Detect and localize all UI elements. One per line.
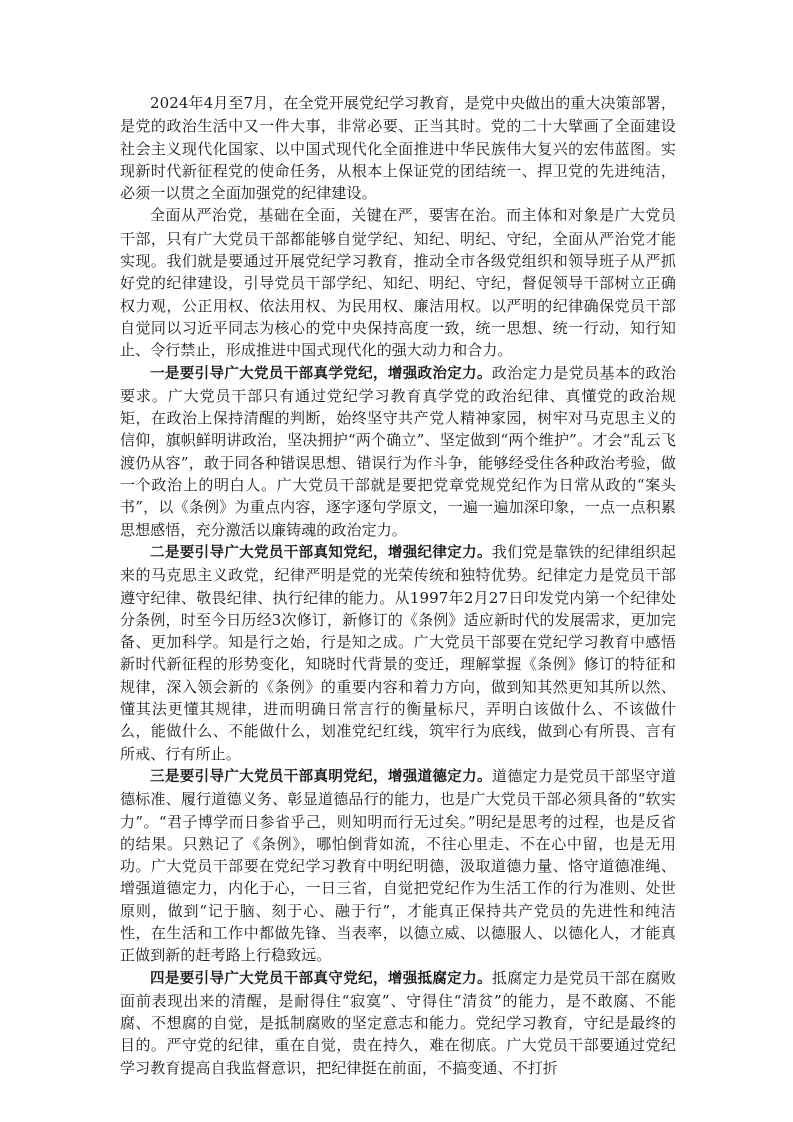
paragraph-text: 全面从严治党，基础在全面，关键在严，要害在治。而主体和对象是广大党员干部，只有广大党员干部都能够自觉学纪、知纪、明纪、守纪，全面从严治党才能实现。我们就是要通过开展党纪学习教育，推动全市各级党组织和领导班子从严抓好党的纪律建设，引导党员干部学纪、知纪、明纪、守纪，督促领导干部树立正确权力观，公正用权、依法用权、为民用权、廉洁用权。以严明的纪律确保党员干部自觉同以习近平同志为核心的党中央保持高度一致，统一思想、统一行动，知行知止、令行禁止，形成推进中国式现代化的强大动力和合力。 [120, 206, 676, 360]
paragraph-point-three [120, 765, 676, 967]
paragraph-lead: 一是要引导广大党员干部真学党纪，增强政治定力。 [150, 365, 492, 382]
paragraph-lead: 三是要引导广大党员干部真明党纪，增强道德定力。 [150, 768, 492, 785]
paragraph-overview [120, 204, 676, 361]
paragraph-text: 2024年4月至7月，在全党开展党纪学习教育，是党中央做出的重大决策部署，是党的政治生活中又一件大事，非常必要、正当其时。党的二十大擘画了全面建设社会主义现代化国家、以中国式现代化全面推进中华民族伟大复兴的宏伟蓝图。实现新时代新征程党的使命任务，从根本上保证党的团结统一、捍卫党的先进纯洁，必须一以贯之全面加强党的纪律建设。 [120, 94, 676, 203]
paragraph-text: 政治定力是党员基本的政治要求。广大党员干部只有通过党纪学习教育真学党的政治纪律、真懂党的政治规矩，在政治上保持清醒的判断，始终坚守共产党人精神家园，树牢对马克思主义的信仰，旗帜鲜明讲政治，坚决拥护“两个确立”、坚定做到“两个维护”。才会“乱云飞渡仍从容”，敢于同各种错误思想、错误行为作斗争，能够经受住各种政治考验，做一个政治上的明白人。广大党员干部就是要把党章党规党纪作为日常从政的“案头书”，以《条例》为重点内容，逐字逐句学原文，一遍一遍加深印象，一点一点积累思想感悟，充分激活以廉铸魂的政治定力。 [120, 363, 676, 539]
document-body [120, 92, 676, 1079]
paragraph-lead: 四是要引导广大党员干部真守党纪，增强抵腐定力。 [150, 970, 492, 987]
paragraph-text: 我们党是靠铁的纪律组织起来的马克思主义政党，纪律严明是党的光荣传统和独特优势。纪律定力是党员干部遵守纪律、敬畏纪律、执行纪律的能力。从1997年2月27日印发党内第一个纪律处分条例，时至今日历经3次修订，新修订的《条例》适应新时代的发展需求，更加完备、更加科学。知是行之始，行是知之成。广大党员干部要在党纪学习教育中感悟新时代新征程的形势变化，知晓时代背景的变迁，理解掌握《条例》修订的特征和规律，深入领会新的《条例》的重要内容和着力方向，做到知其然更知其所以然、懂其法更懂其规律，进而明确日常言行的衡量标尺，弄明白该做什么、不该做什么，能做什么、不能做什么，划准党纪红线，筑牢行为底线，做到心有所畏、言有所戒、行有所止。 [120, 542, 676, 763]
paragraph-text: 抵腐定力是党员干部在腐败面前表现出来的清醒，是耐得住“寂寞”、守得住“清贫”的能力，是不敢腐、不能腐、不想腐的自觉，是抵制腐败的坚定意志和能力。党纪学习教育，守纪是最终的目的。严守党的纪律，重在自觉，贵在持久，难在彻底。广大党员干部要通过党纪学习教育提高自我监督意识，把纪律挺在前面，不搞变通、不打折 [120, 968, 676, 1077]
paragraph-point-four [120, 967, 676, 1079]
paragraph-intro [120, 92, 676, 204]
paragraph-point-one [120, 362, 676, 541]
paragraph-lead: 二是要引导广大党员干部真知党纪，增强纪律定力。 [150, 544, 492, 561]
paragraph-point-two [120, 541, 676, 765]
paragraph-text: 道德定力是党员干部坚守道德标准、履行道德义务、彰显道德品行的能力，也是广大党员干部必须具备的“软实力”。“君子博学而日参省乎己，则知明而行无过矣。”明纪是思考的过程，也是反省的结果。只熟记了《条例》，哪怕倒背如流，不往心里走、不在心中留，也是无用功。广大党员干部要在党纪学习教育中明纪明德，汲取道德力量、恪守道德准绳、增强道德定力，内化于心，一日三省，自觉把党纪作为生活工作的行为准则、处世原则，做到“记于脑、刻于心、融于行”，才能真正保持共产党员的先进性和纯洁性，在生活和工作中都做先锋、当表率，以德立威、以德服人、以德化人，才能真正做到新的赶考路上行稳致远。 [120, 766, 676, 965]
